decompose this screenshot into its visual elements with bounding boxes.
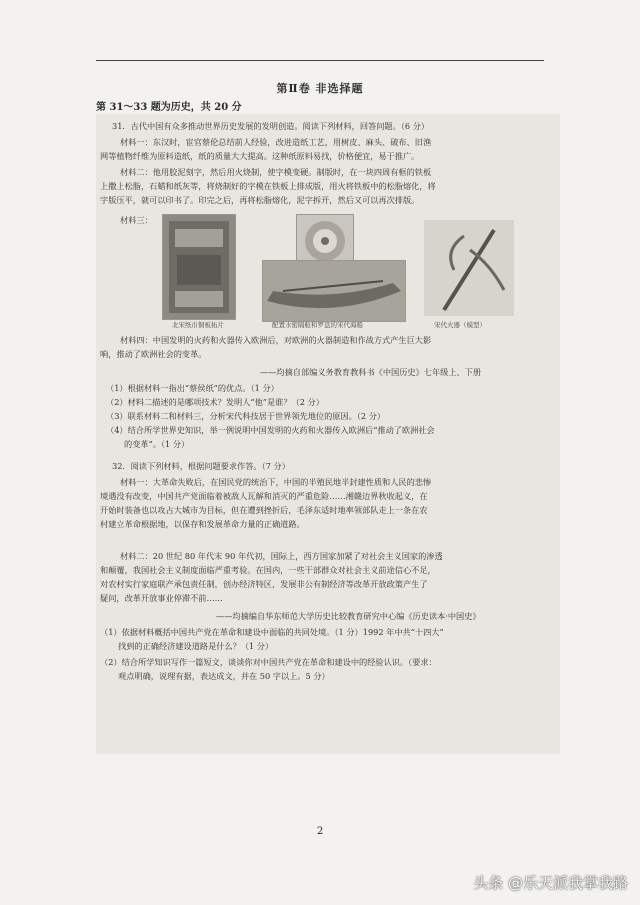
q31-question3: （3）联系材料二和材料三，分析宋代科技居于世界领先地位的原因。（2 分） xyxy=(106,411,386,421)
q32-source: ——均摘编自华东师范大学历史比较教育研究中心编《历史读本·中国史》 xyxy=(216,611,481,621)
section-title: 第Ⅱ卷 非选择题 xyxy=(276,82,364,95)
q31-material1-line1: 材料一：东汉时，宦官蔡伦总结前人经验，改进造纸工艺，用树皮、麻头、破布、旧渔 xyxy=(120,137,432,147)
q32-stem: 32．阅读下列材料，根据问题要求作答。（7 分） xyxy=(112,461,290,471)
q32-material1-line1: 材料一：大革命失败后，在国民党的统治下，中国的半殖民地半封建性质和人民的悲惨 xyxy=(120,477,432,487)
q31-material2-line2: 上撒上松脂，石蜡和纸灰等，将烧制好的字模在铁板上排成版，用火将铁板中的松脂熔化，将 xyxy=(100,181,436,191)
section-subtitle: 第 31～33 题为历史，共 20 分 xyxy=(96,102,242,113)
q31-question2: （2）材料二描述的是哪项技术？发明人“他”是谁？（2 分） xyxy=(106,397,324,407)
q31-material1-line2: 网等植物纤维为原料造纸，纸的质量大大提高。这种纸原料易找，价格便宜，易于推广。 xyxy=(100,151,420,161)
q32-material1-line4: 村建立革命根据地，以保存和发展革命力量的正确道路。 xyxy=(100,519,305,529)
q31-question1: （1）根据材料一指出“蔡侯纸”的优点。（1 分） xyxy=(106,383,279,393)
q32-material2-line4: 疑问，改革开放事业停滞不前…… xyxy=(100,593,223,603)
q32-material1-line2: 境遇没有改变，中国共产党面临着被敌人瓦解和消灭的严重危险……湘赣边界秋收起义，在 xyxy=(100,491,428,501)
q31-material2-line1: 材料二：他用胶泥刻字，然后用火烧制，使字模变硬。制版时，在一块四周有框的铁板 xyxy=(120,167,432,177)
q31-question4-line1: （4）结合所学世界史知识，举一例说明中国发明的火药和火器传入欧洲后“推动了欧洲社会 xyxy=(106,425,435,435)
q31-source: ——均摘自部编义务教育教科书《中国历史》七年级上、下册 xyxy=(260,367,482,377)
watermark: 头条 @乐天派我掌我路 xyxy=(473,874,628,892)
page-number: 2 xyxy=(316,826,324,837)
q32-question1-line1: （1）依据材料概括中国共产党在革命和建设中面临的共同处境。（1 分）1992 年中共“十四大” xyxy=(100,627,444,637)
q32-material2-line3: 对农村实行家庭联产承包责任制，创办经济特区，发展非公有制经济等改革开放政策产生了 xyxy=(100,579,428,589)
song-paper-money-plate-image xyxy=(162,214,236,320)
q32-material2-line2: 和颠覆，我国社会主义制度面临严重考验。在国内，一些干部群众对社会主义前途信心不足， xyxy=(100,565,436,575)
q32-material1-line3: 开始时装备也以攻占大城市为目标，但在遭到挫折后，毛泽东适时地率领部队走上一条在农 xyxy=(100,505,428,515)
q32-question2-line1: （2）结合所学知识写作一篇短文，谈谈你对中国共产党在革命和建设中的经验认识。（要求： xyxy=(100,657,437,667)
q32-question1-line2: 找到的正确经济建设道路是什么？（1 分） xyxy=(118,641,274,651)
q31-material4-line2: 响，推动了欧洲社会的变革。 xyxy=(100,349,207,359)
q31-material4-line1: 材料四：中国发明的火药和火器传入欧洲后，对欧洲的火器制造和作战方式产生巨大影 xyxy=(120,335,432,345)
song-seagoing-ship-image xyxy=(262,260,406,322)
caption-firearm: 宋代火器（模型） xyxy=(434,321,486,329)
q32-material2-line1: 材料二：20 世纪 80 年代末 90 年代初，国际上，西方国家加紧了对社会主义国家的渗透 xyxy=(120,551,443,561)
top-rule xyxy=(96,60,544,61)
q31-material2-line3: 字版压平，就可以印书了。印完之后，再将松脂熔化，泥字拆开，然后又可以再次排版。 xyxy=(100,195,420,205)
scanned-exam-region xyxy=(96,114,560,754)
q31-question4-line2: 的变革”。（1 分） xyxy=(124,439,190,449)
q31-material3-label: 材料三： xyxy=(120,215,153,225)
caption-paper-money: 北宋纸币铜板拓片 xyxy=(172,321,224,329)
q32-question2-line2: 观点明确，说理有据，表达成文，并在 50 字以上。5 分） xyxy=(118,671,330,681)
q31-stem: 31．古代中国有众多推动世界历史发展的发明创造。阅读下列材料，回答问题。（6 分） xyxy=(112,121,430,131)
caption-ship: 配置水密隔舱和罗盘的宋代海船 xyxy=(272,321,363,329)
song-firearm-model-image xyxy=(424,220,514,316)
